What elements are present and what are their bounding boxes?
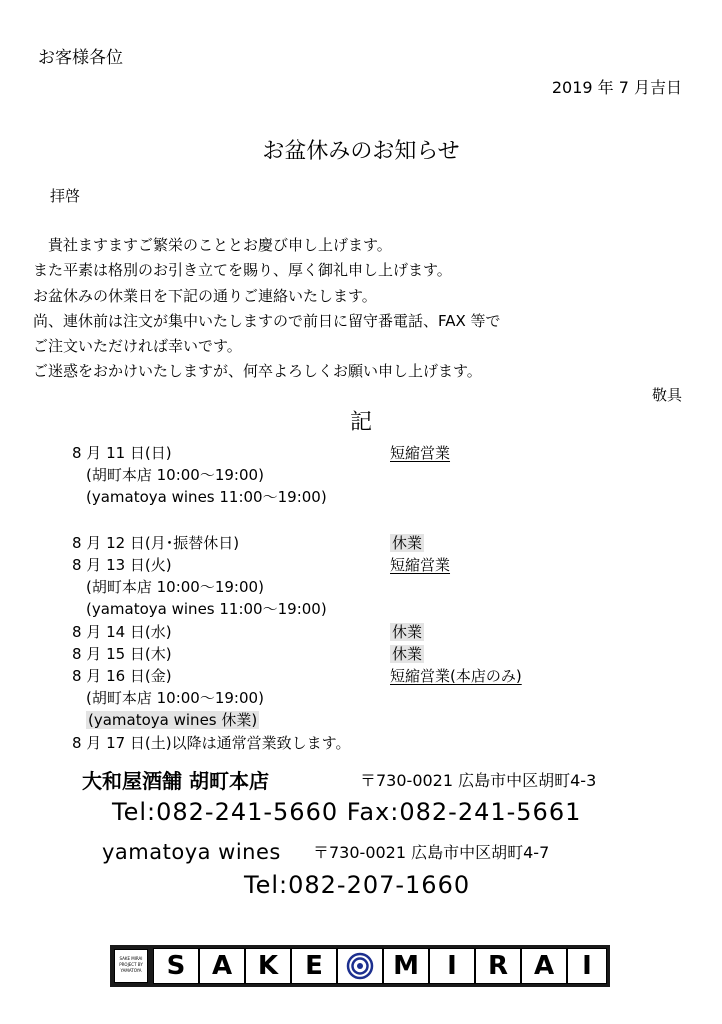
schedule-hours: (胡町本店 10:00～19:00): [86, 466, 264, 484]
wines-store-contact: Tel:082-207-1660: [244, 871, 471, 899]
wines-store-address: 〒730-0021 広島市中区胡町4-7: [313, 843, 550, 862]
schedule-date: 8 月 12 日(月･振替休日): [72, 534, 240, 552]
logo-letter: R: [475, 948, 521, 984]
schedule-status: [390, 534, 424, 553]
schedule-date: 8 月 14 日(水): [72, 623, 172, 641]
body-line: 尚、連休前は注文が集中いたしますので前日に留守番電話、FAX 等で: [33, 312, 501, 330]
logo-small-text: SAKE MIRAI PROJECT BY YAMATOYA: [114, 949, 148, 983]
body-line: ご注文いただければ幸いです。: [33, 337, 242, 355]
schedule-status: 短縮営業(本店のみ): [390, 667, 522, 685]
schedule-hours: (yamatoya wines 11:00～19:00): [86, 488, 327, 506]
opening-greeting: 拝啓: [50, 187, 81, 205]
wines-store-name: yamatoya wines: [102, 840, 281, 864]
schedule-note: 8 月 17 日(土)以降は通常営業致します。: [72, 734, 351, 752]
logo-letter: I: [567, 948, 607, 984]
logo-letter: M: [383, 948, 429, 984]
body-line: 貴社ますますご繁栄のこととお慶び申し上げます。: [33, 236, 392, 254]
logo-letter: E: [291, 948, 337, 984]
schedule-status: [390, 645, 424, 664]
body-line: また平素は格別のお引き立てを賜り、厚く御礼申し上げます。: [33, 261, 452, 279]
main-store-address: 〒730-0021 広島市中区胡町4-3: [360, 771, 597, 790]
logo-letter: A: [199, 948, 245, 984]
schedule-date: 8 月 16 日(金): [72, 667, 172, 685]
main-store-contact: Tel:082-241-5660 Fax:082-241-5661: [112, 798, 582, 826]
body-line: ご迷惑をおかけいたしますが、何卒よろしくお願い申し上げます。: [33, 362, 482, 380]
ki-heading: 記: [349, 410, 372, 435]
sake-mirai-logo: [110, 945, 610, 987]
schedule-date: 8 月 15 日(木): [72, 645, 172, 663]
status-highlight: 休業: [392, 645, 423, 663]
status-highlight: 休業: [392, 534, 423, 552]
logo-letter: K: [245, 948, 291, 984]
schedule-date: 8 月 11 日(日): [72, 444, 172, 462]
recipient: お客様各位: [38, 48, 123, 68]
logo-letter: I: [429, 948, 475, 984]
logo-letter: A: [521, 948, 567, 984]
schedule-hours: [86, 711, 259, 730]
status-highlight: 休業: [392, 623, 423, 641]
schedule-hours: (胡町本店 10:00～19:00): [86, 578, 264, 596]
logo-letter: S: [153, 948, 199, 984]
status-highlight: (yamatoya wines 休業): [88, 711, 258, 729]
target-circle-icon: [346, 952, 374, 980]
closing: 敬具: [651, 386, 682, 404]
schedule-status: [390, 623, 424, 642]
main-store-name: 大和屋酒舗 胡町本店: [82, 769, 269, 793]
page-title: お盆休みのお知らせ: [262, 139, 460, 164]
body-line: お盆休みの休業日を下記の通りご連絡いたします。: [33, 287, 377, 305]
schedule-hours: (yamatoya wines 11:00～19:00): [86, 600, 327, 618]
schedule-status: 短縮営業: [390, 444, 451, 462]
schedule-status: 短縮営業: [390, 556, 451, 574]
logo-target: [337, 948, 383, 984]
date: 2019 年 7 月吉日: [551, 78, 682, 97]
schedule-hours: (胡町本店 10:00～19:00): [86, 689, 264, 707]
schedule-date: 8 月 13 日(火): [72, 556, 172, 574]
